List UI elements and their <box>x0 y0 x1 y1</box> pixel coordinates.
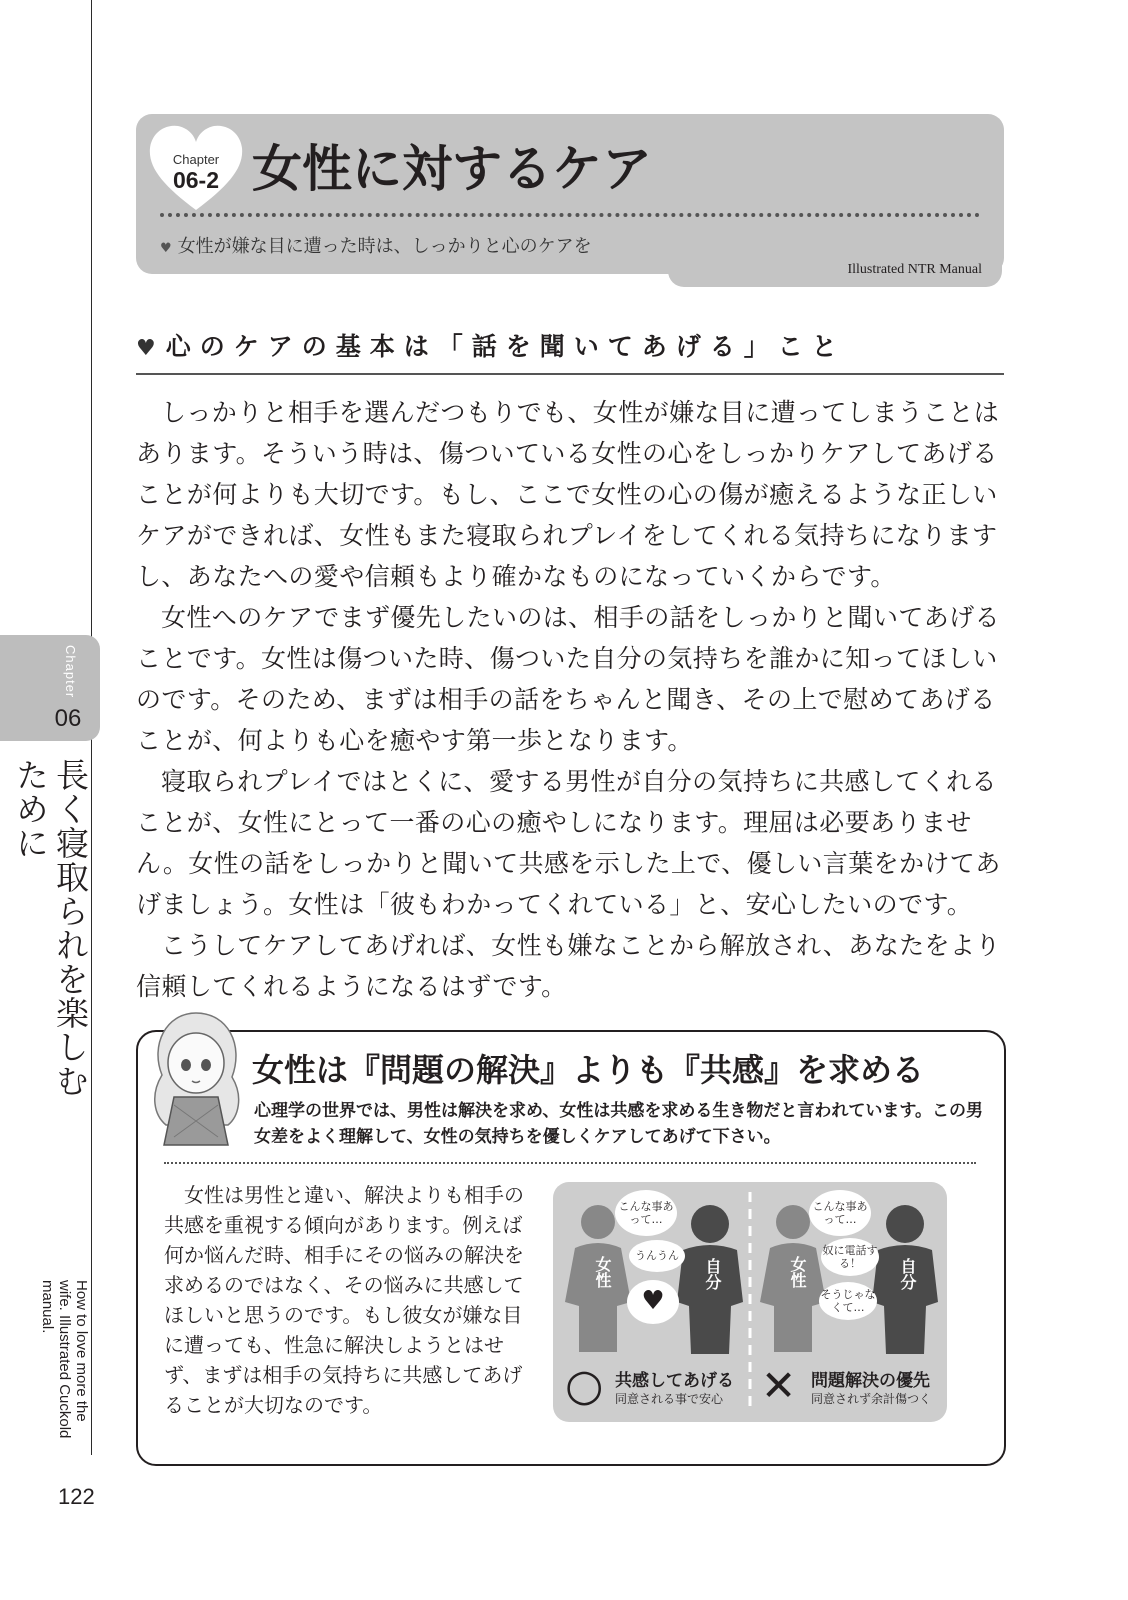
header-chapter-number: 06-2 <box>172 167 220 193</box>
girl-illustration <box>132 1005 262 1155</box>
header-subtitle-text: 女性が嫌な目に遭った時は、しっかりと心のケアを <box>177 236 592 257</box>
header-subtitle <box>160 232 720 256</box>
small-heart-icon: ♥ <box>160 241 172 256</box>
page-number: 122 <box>58 1484 95 1509</box>
woman-label: 女性 <box>788 1256 807 1288</box>
body-paragraph: 女性へのケアでまず優先したいのは、相手の話をしっかりと聞いてあげることです。女性は傷ついた時、傷ついた自分の気持ちを誰かに知ってほしいのです。そのため、まずは相手の話をちゃんと聞き、その上で慰めてあげることが、何よりも心を癒やす第一歩となります。 <box>136 603 1000 755</box>
speech-bubble: 奴に電話する！ <box>821 1238 879 1276</box>
side-english-tagline: How to love more the wife. Illustrated Cuckold manual. <box>39 1280 90 1439</box>
section-heading <box>136 328 996 366</box>
speech-bubble: そうじゃなくて… <box>819 1282 877 1320</box>
comparison-diagram <box>553 1182 947 1422</box>
body-paragraph: しっかりと相手を選んだつもりでも、女性が嫌な目に遭ってしまうことはあります。そういう時は、傷ついている女性の心をしっかりケアしてあげることが何よりも大切です。もし、ここで女性の心の傷が癒えるような正しいケアができれば、女性もまた寝取られプレイをしてくれる気持ちになりますし、あなたへの愛や信頼もより確かなものになっていくからです。 <box>136 398 1000 591</box>
woman-label: 女性 <box>593 1256 612 1288</box>
legend-title: 問題解決の優先 <box>811 1371 930 1391</box>
side-chapter-title: 長く寝取られを楽しむために <box>11 758 90 1098</box>
self-label: 自分 <box>898 1258 917 1290</box>
legend-subtitle: 同意されず余計傷つく <box>811 1392 932 1406</box>
callout-lead: 心理学の世界では、男性は解決を求め、女性は共感を求める生き物だと言われています。この男女差をよく理解して、女性の気持ちを優しくケアしてあげて下さい。 <box>254 1101 983 1147</box>
speech-bubble: こんな事あって… <box>809 1190 871 1236</box>
speech-bubble: うんうん <box>629 1240 685 1272</box>
legend-title: 共感してあげる <box>615 1371 734 1391</box>
body-paragraph: 寝取られプレイではとくに、愛する男性が自分の気持ちに共感してくれることが、女性にとって一番の心の癒やしになります。理屈は必要ありません。女性の話をしっかりと聞いて共感を示した上で、優しい言葉をかけてあげましょう。女性は「彼もわかってくれている」と、安心したいのです。 <box>136 767 1001 919</box>
header-dotted-divider <box>160 213 980 217</box>
legend-subtitle: 同意される事で安心 <box>615 1392 724 1406</box>
body-text <box>136 392 1006 1012</box>
speech-bubble: こんな事あって… <box>615 1190 677 1236</box>
header-chapter-word: Chapter <box>172 152 220 167</box>
callout-title: 女性は『問題の解決』よりも『共感』を求める <box>252 1051 925 1089</box>
heart-bubble: ♥ <box>627 1280 679 1324</box>
side-chapter-word: Chapter <box>63 645 78 699</box>
section-heading-text: 心のケアの基本は「話を聞いてあげる」こと <box>165 332 846 361</box>
manual-label: Illustrated NTR Manual <box>847 262 982 277</box>
cross-mark-icon: ✕ <box>761 1361 797 1410</box>
body-paragraph: こうしてケアしてあげれば、女性も嫌なことから解放され、あなたをより信頼してくれるようになるはずです。 <box>136 931 1001 1001</box>
page-title: 女性に対するケア <box>252 140 652 198</box>
side-chapter-number: 06 <box>54 705 82 732</box>
circle-mark-icon: ○ <box>565 1360 604 1411</box>
callout-body <box>164 1180 534 1420</box>
callout-dotted-divider <box>164 1162 976 1164</box>
self-label: 自分 <box>703 1258 722 1290</box>
callout-paragraph: 女性は男性と違い、解決よりも相手の共感を重視する傾向があります。例えば何か悩んだ時、相手にその悩みの解決を求めるのではなく、その悩みに共感してほしいと思うのです。もし彼女が嫌な目に遭っても、性急に解決しようとはせず、まずは相手の気持ちに共感してあげることが大切なのです。 <box>164 1183 524 1417</box>
heading-heart-icon: ♥ <box>136 336 156 361</box>
section-rule <box>136 373 1004 375</box>
